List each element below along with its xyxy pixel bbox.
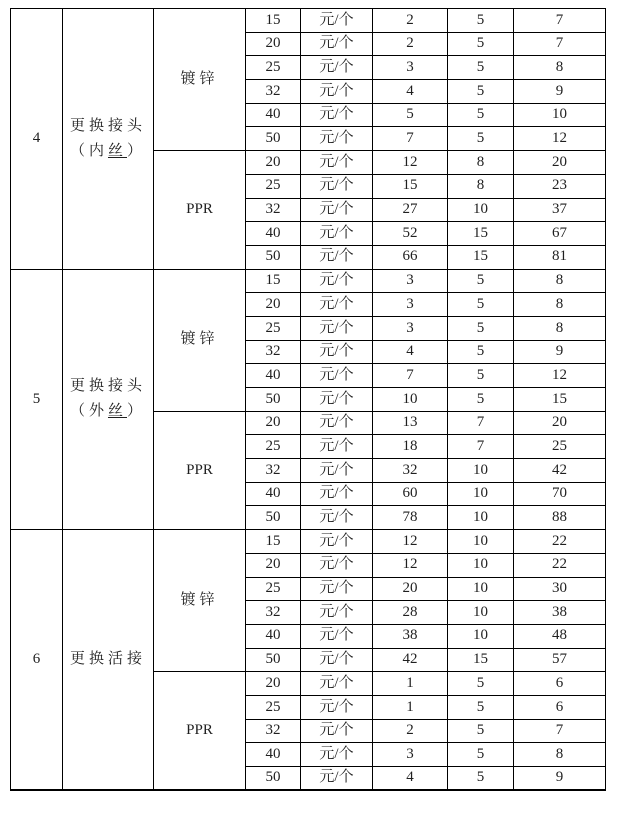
value-cell: 15 xyxy=(448,245,514,269)
value-cell: 5 xyxy=(448,388,514,412)
size-cell: 40 xyxy=(246,103,301,127)
value-cell: 22 xyxy=(514,530,606,554)
size-cell: 40 xyxy=(246,364,301,388)
value-cell: 9 xyxy=(514,80,606,104)
unit-cell: 元/个 xyxy=(301,553,373,577)
unit-cell: 元/个 xyxy=(301,624,373,648)
unit-cell: 元/个 xyxy=(301,577,373,601)
size-cell: 25 xyxy=(246,56,301,80)
value-cell: 10 xyxy=(448,198,514,222)
unit-cell: 元/个 xyxy=(301,340,373,364)
value-cell: 10 xyxy=(514,103,606,127)
size-cell: 25 xyxy=(246,435,301,459)
value-cell: 38 xyxy=(514,601,606,625)
value-cell: 8 xyxy=(514,269,606,293)
item-name-text: ） xyxy=(127,142,147,159)
unit-cell: 元/个 xyxy=(301,719,373,743)
underlined-text: 丝 xyxy=(107,142,127,159)
table-row xyxy=(11,9,606,33)
material-cell: 镀锌 xyxy=(154,269,246,411)
item-name-line xyxy=(63,139,153,164)
item-name-line xyxy=(63,399,153,424)
unit-cell: 元/个 xyxy=(301,151,373,175)
value-cell: 12 xyxy=(514,127,606,151)
unit-cell: 元/个 xyxy=(301,743,373,767)
value-cell: 7 xyxy=(514,32,606,56)
value-cell: 30 xyxy=(514,577,606,601)
value-cell: 7 xyxy=(514,9,606,33)
value-cell: 5 xyxy=(448,9,514,33)
value-cell: 32 xyxy=(373,459,448,483)
value-cell: 5 xyxy=(448,767,514,791)
value-cell: 2 xyxy=(373,32,448,56)
size-cell: 20 xyxy=(246,151,301,175)
unit-cell: 元/个 xyxy=(301,198,373,222)
size-cell: 50 xyxy=(246,388,301,412)
value-cell: 8 xyxy=(514,743,606,767)
value-cell: 8 xyxy=(514,293,606,317)
item-name-line: 更换接头 xyxy=(69,117,146,134)
price-table xyxy=(10,8,606,791)
value-cell: 15 xyxy=(514,388,606,412)
material-cell: PPR xyxy=(154,151,246,269)
value-cell: 3 xyxy=(373,316,448,340)
unit-cell: 元/个 xyxy=(301,767,373,791)
unit-cell: 元/个 xyxy=(301,269,373,293)
value-cell: 6 xyxy=(514,672,606,696)
unit-cell: 元/个 xyxy=(301,32,373,56)
value-cell: 3 xyxy=(373,56,448,80)
value-cell: 12 xyxy=(514,364,606,388)
value-cell: 27 xyxy=(373,198,448,222)
value-cell: 15 xyxy=(373,174,448,198)
value-cell: 60 xyxy=(373,482,448,506)
size-cell: 50 xyxy=(246,648,301,672)
unit-cell: 元/个 xyxy=(301,9,373,33)
size-cell: 15 xyxy=(246,9,301,33)
value-cell: 3 xyxy=(373,743,448,767)
value-cell: 8 xyxy=(448,174,514,198)
item-name-cell xyxy=(63,9,154,270)
value-cell: 10 xyxy=(448,459,514,483)
size-cell: 50 xyxy=(246,767,301,791)
value-cell: 10 xyxy=(448,506,514,530)
unit-cell: 元/个 xyxy=(301,364,373,388)
size-cell: 32 xyxy=(246,198,301,222)
size-cell: 32 xyxy=(246,459,301,483)
value-cell: 7 xyxy=(373,364,448,388)
value-cell: 5 xyxy=(448,340,514,364)
size-cell: 40 xyxy=(246,482,301,506)
unit-cell: 元/个 xyxy=(301,127,373,151)
value-cell: 1 xyxy=(373,672,448,696)
unit-cell: 元/个 xyxy=(301,530,373,554)
value-cell: 15 xyxy=(448,648,514,672)
item-name-cell xyxy=(63,269,154,530)
size-cell: 50 xyxy=(246,127,301,151)
size-cell: 50 xyxy=(246,245,301,269)
value-cell: 25 xyxy=(514,435,606,459)
item-name-line: 更换接头 xyxy=(69,378,146,395)
size-cell: 32 xyxy=(246,719,301,743)
value-cell: 12 xyxy=(373,530,448,554)
value-cell: 8 xyxy=(514,56,606,80)
value-cell: 15 xyxy=(448,222,514,246)
value-cell: 4 xyxy=(373,767,448,791)
unit-cell: 元/个 xyxy=(301,695,373,719)
value-cell: 7 xyxy=(448,435,514,459)
unit-cell: 元/个 xyxy=(301,388,373,412)
unit-cell: 元/个 xyxy=(301,672,373,696)
value-cell: 4 xyxy=(373,80,448,104)
value-cell: 5 xyxy=(448,103,514,127)
value-cell: 5 xyxy=(448,56,514,80)
value-cell: 28 xyxy=(373,601,448,625)
value-cell: 10 xyxy=(373,388,448,412)
size-cell: 25 xyxy=(246,577,301,601)
row-number-cell: 4 xyxy=(11,9,63,270)
table-row xyxy=(11,269,606,293)
value-cell: 48 xyxy=(514,624,606,648)
value-cell: 42 xyxy=(373,648,448,672)
value-cell: 67 xyxy=(514,222,606,246)
unit-cell: 元/个 xyxy=(301,245,373,269)
value-cell: 66 xyxy=(373,245,448,269)
value-cell: 10 xyxy=(448,553,514,577)
value-cell: 7 xyxy=(448,411,514,435)
value-cell: 13 xyxy=(373,411,448,435)
value-cell: 18 xyxy=(373,435,448,459)
material-cell: PPR xyxy=(154,672,246,790)
value-cell: 10 xyxy=(448,482,514,506)
row-number-cell: 5 xyxy=(11,269,63,530)
price-table-body xyxy=(11,9,606,791)
size-cell: 20 xyxy=(246,553,301,577)
value-cell: 70 xyxy=(514,482,606,506)
unit-cell: 元/个 xyxy=(301,293,373,317)
value-cell: 9 xyxy=(514,340,606,364)
unit-cell: 元/个 xyxy=(301,506,373,530)
size-cell: 50 xyxy=(246,506,301,530)
item-name-line: 更换活接 xyxy=(69,651,146,668)
value-cell: 12 xyxy=(373,151,448,175)
size-cell: 15 xyxy=(246,530,301,554)
value-cell: 5 xyxy=(448,364,514,388)
unit-cell: 元/个 xyxy=(301,435,373,459)
size-cell: 15 xyxy=(246,269,301,293)
size-cell: 20 xyxy=(246,32,301,56)
item-name-cell xyxy=(63,530,154,791)
size-cell: 25 xyxy=(246,695,301,719)
value-cell: 6 xyxy=(514,695,606,719)
value-cell: 57 xyxy=(514,648,606,672)
underlined-text: 丝 xyxy=(107,403,127,420)
size-cell: 32 xyxy=(246,340,301,364)
material-cell: 镀锌 xyxy=(154,9,246,151)
unit-cell: 元/个 xyxy=(301,80,373,104)
value-cell: 5 xyxy=(448,695,514,719)
value-cell: 10 xyxy=(448,624,514,648)
value-cell: 9 xyxy=(514,767,606,791)
value-cell: 12 xyxy=(373,553,448,577)
value-cell: 5 xyxy=(373,103,448,127)
value-cell: 7 xyxy=(514,719,606,743)
value-cell: 10 xyxy=(448,577,514,601)
unit-cell: 元/个 xyxy=(301,459,373,483)
size-cell: 40 xyxy=(246,222,301,246)
size-cell: 20 xyxy=(246,293,301,317)
unit-cell: 元/个 xyxy=(301,174,373,198)
value-cell: 20 xyxy=(514,411,606,435)
unit-cell: 元/个 xyxy=(301,482,373,506)
value-cell: 5 xyxy=(448,743,514,767)
value-cell: 5 xyxy=(448,32,514,56)
unit-cell: 元/个 xyxy=(301,648,373,672)
size-cell: 25 xyxy=(246,316,301,340)
item-name-text: ） xyxy=(127,403,147,420)
unit-cell: 元/个 xyxy=(301,316,373,340)
value-cell: 78 xyxy=(373,506,448,530)
size-cell: 32 xyxy=(246,601,301,625)
unit-cell: 元/个 xyxy=(301,411,373,435)
value-cell: 5 xyxy=(448,316,514,340)
value-cell: 10 xyxy=(448,530,514,554)
size-cell: 40 xyxy=(246,624,301,648)
value-cell: 5 xyxy=(448,672,514,696)
value-cell: 81 xyxy=(514,245,606,269)
unit-cell: 元/个 xyxy=(301,56,373,80)
value-cell: 5 xyxy=(448,719,514,743)
value-cell: 10 xyxy=(448,601,514,625)
value-cell: 52 xyxy=(373,222,448,246)
value-cell: 2 xyxy=(373,9,448,33)
value-cell: 22 xyxy=(514,553,606,577)
value-cell: 8 xyxy=(448,151,514,175)
item-name-text: （内 xyxy=(69,142,108,159)
table-row xyxy=(11,530,606,554)
value-cell: 5 xyxy=(448,293,514,317)
value-cell: 8 xyxy=(514,316,606,340)
value-cell: 5 xyxy=(448,80,514,104)
value-cell: 20 xyxy=(514,151,606,175)
size-cell: 20 xyxy=(246,672,301,696)
material-cell: PPR xyxy=(154,411,246,529)
size-cell: 25 xyxy=(246,174,301,198)
value-cell: 88 xyxy=(514,506,606,530)
value-cell: 37 xyxy=(514,198,606,222)
value-cell: 4 xyxy=(373,340,448,364)
value-cell: 42 xyxy=(514,459,606,483)
value-cell: 7 xyxy=(373,127,448,151)
value-cell: 5 xyxy=(448,269,514,293)
unit-cell: 元/个 xyxy=(301,103,373,127)
material-cell: 镀锌 xyxy=(154,530,246,672)
value-cell: 1 xyxy=(373,695,448,719)
row-number-cell: 6 xyxy=(11,530,63,791)
value-cell: 20 xyxy=(373,577,448,601)
value-cell: 2 xyxy=(373,719,448,743)
value-cell: 23 xyxy=(514,174,606,198)
value-cell: 5 xyxy=(448,127,514,151)
value-cell: 3 xyxy=(373,293,448,317)
value-cell: 3 xyxy=(373,269,448,293)
size-cell: 40 xyxy=(246,743,301,767)
size-cell: 32 xyxy=(246,80,301,104)
item-name-text: （外 xyxy=(69,403,108,420)
value-cell: 38 xyxy=(373,624,448,648)
unit-cell: 元/个 xyxy=(301,222,373,246)
size-cell: 20 xyxy=(246,411,301,435)
unit-cell: 元/个 xyxy=(301,601,373,625)
